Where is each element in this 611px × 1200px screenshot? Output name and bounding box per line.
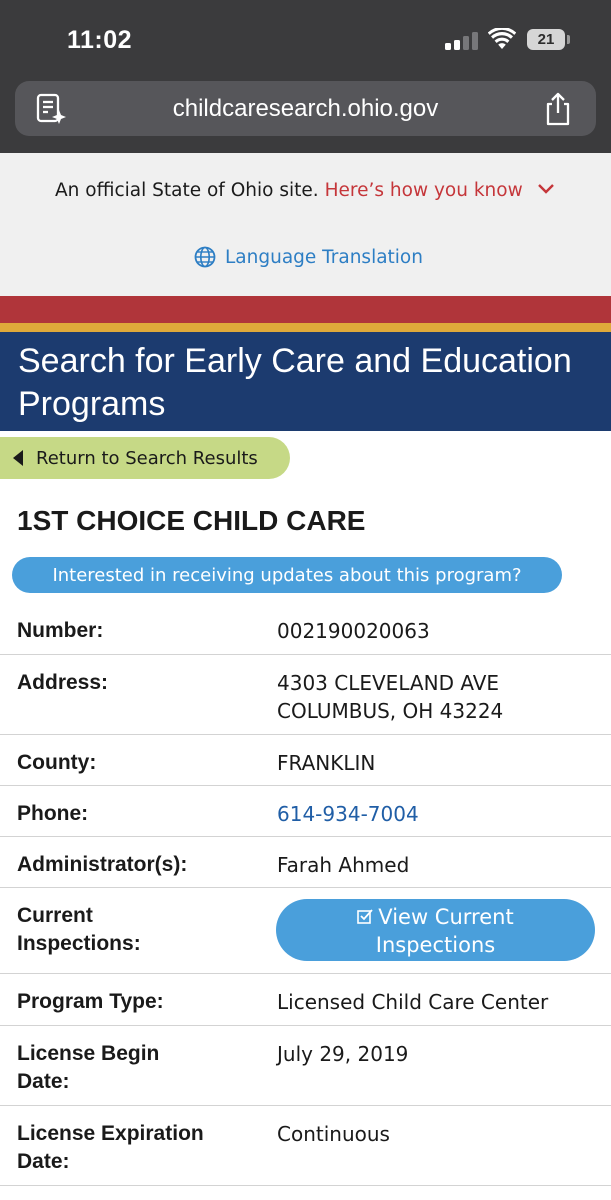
license-expiration-value: Continuous	[277, 1122, 390, 1146]
language-translation-label[interactable]: Language Translation	[225, 246, 423, 268]
detail-row-address	[0, 655, 611, 735]
detail-row-inspections	[0, 888, 611, 974]
address-line-2: COLUMBUS, OH 43224	[277, 699, 504, 723]
official-site-banner	[0, 153, 611, 296]
program-type-value: Licensed Child Care Center	[277, 990, 549, 1014]
red-stripe	[0, 296, 611, 323]
detail-row-program-type	[0, 974, 611, 1026]
url-bar[interactable]	[15, 81, 596, 136]
detail-row-number	[0, 603, 611, 655]
view-inspections-button[interactable]	[276, 899, 595, 961]
share-icon[interactable]	[541, 91, 575, 127]
phone-link[interactable]: 614-934-7004	[277, 802, 419, 826]
detail-row-license-expiration	[0, 1106, 611, 1186]
detail-row-administrator	[0, 837, 611, 888]
phone-label: Phone:	[17, 802, 89, 825]
battery-icon: 21	[527, 29, 565, 50]
chevron-down-icon[interactable]	[537, 182, 555, 196]
view-inspections-line-1[interactable]: View Current	[378, 905, 514, 929]
detail-row-license-begin	[0, 1026, 611, 1106]
official-notice	[55, 180, 523, 201]
license-begin-value: July 29, 2019	[277, 1042, 409, 1066]
how-you-know-link[interactable]: Here’s how you know	[324, 180, 523, 201]
globe-icon	[194, 246, 216, 268]
license-expiration-label-line-2: Date:	[17, 1150, 70, 1173]
cellular-signal-icon	[445, 32, 479, 50]
detail-row-phone	[0, 786, 611, 837]
program-type-label: Program Type:	[17, 990, 164, 1013]
address-line-1: 4303 CLEVELAND AVE	[277, 671, 500, 695]
language-translation-link[interactable]	[194, 244, 423, 270]
return-label[interactable]: Return to Search Results	[36, 447, 258, 469]
view-inspections-line-2[interactable]: Inspections	[375, 933, 496, 957]
program-details-table	[0, 603, 611, 1186]
license-begin-label-line-1: License Begin	[17, 1042, 160, 1065]
county-value: FRANKLIN	[277, 751, 376, 775]
county-label: County:	[17, 751, 97, 774]
address-value	[277, 669, 607, 725]
battery-tip	[567, 35, 570, 44]
checkbox-checked-icon	[357, 908, 374, 925]
inspections-label-line-2: Inspections:	[17, 932, 141, 955]
license-expiration-label-line-1: License Expiration	[17, 1122, 204, 1145]
browser-chrome	[0, 0, 611, 153]
license-begin-label-line-2: Date:	[17, 1070, 70, 1093]
url-text[interactable]: childcaresearch.ohio.gov	[172, 95, 439, 122]
address-label: Address:	[17, 671, 109, 694]
official-text: An official State of Ohio site.	[55, 180, 319, 201]
inspections-label-line-1: Current	[17, 904, 93, 927]
number-value: 002190020063	[277, 619, 430, 643]
status-time: 11:02	[67, 26, 133, 54]
back-arrow-icon	[13, 450, 23, 466]
gold-stripe	[0, 323, 611, 332]
administrator-value: Farah Ahmed	[277, 853, 410, 877]
program-name: 1ST CHOICE CHILD CARE	[17, 505, 366, 536]
inspections-label	[17, 902, 257, 958]
subscribe-updates-button[interactable]: Interested in receiving updates about this program?	[12, 557, 562, 593]
number-label: Number:	[17, 619, 104, 642]
license-begin-label	[17, 1040, 257, 1096]
administrator-label: Administrator(s):	[17, 853, 188, 876]
license-expiration-label	[17, 1120, 257, 1176]
page-title: Search for Early Care and Education Programs	[18, 342, 572, 423]
wifi-icon	[488, 28, 516, 50]
detail-row-county	[0, 735, 611, 786]
return-to-search-button[interactable]	[0, 437, 290, 479]
